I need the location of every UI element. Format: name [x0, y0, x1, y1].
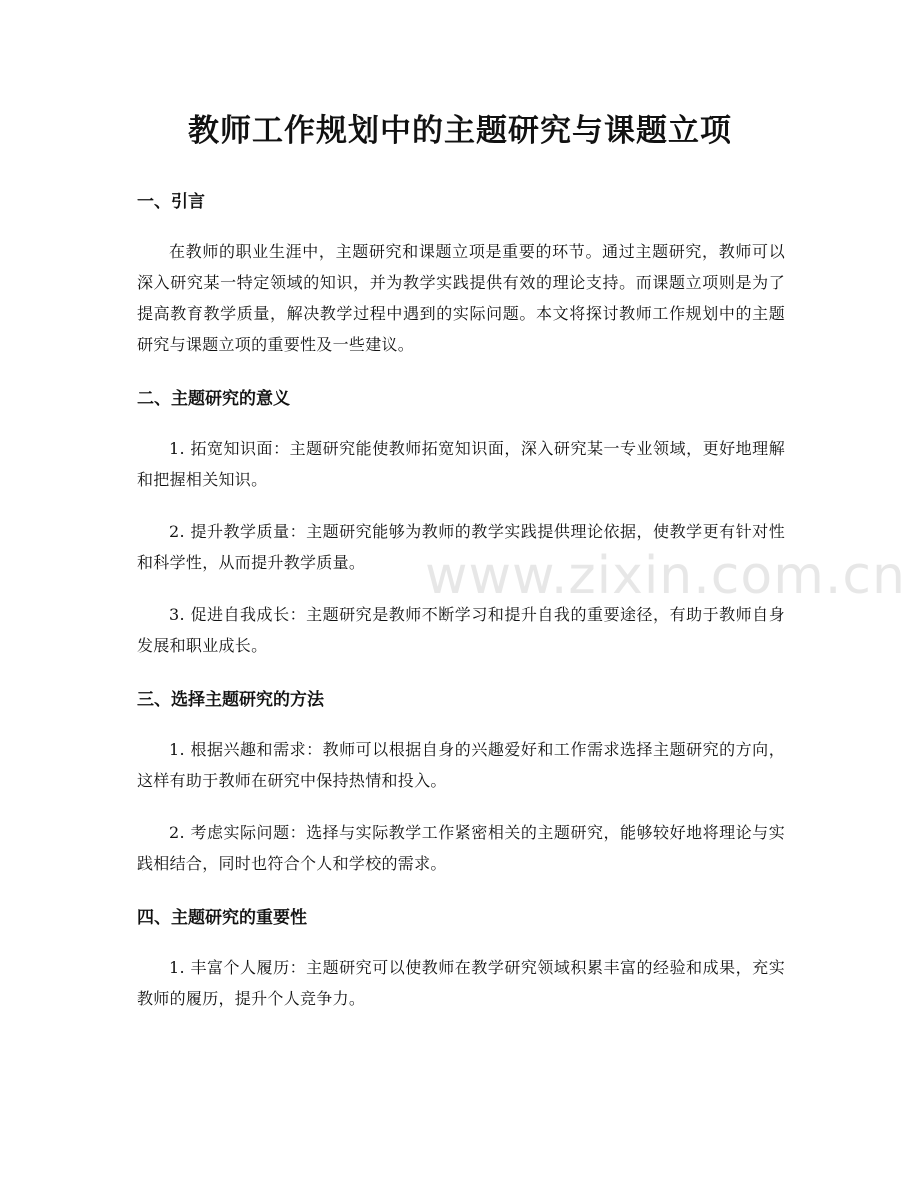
section-heading: 一、引言 [137, 192, 205, 212]
document-title: 教师工作规划中的主题研究与课题立项 [188, 113, 732, 149]
paragraph: 在教师的职业生涯中，主题研究和课题立项是重要的环节。通过主题研究，教师可以深入研究某一特定领域的知识，并为教学实践提供有效的理论支持。而课题立项则是为了提高教育教学质量，解决教学过程中遇到的实际问题。本文将探讨教师工作规划中的主题研究与课题立项的重要性及一些建议。 [137, 242, 785, 354]
list-item: 2. 考虑实际问题：选择与实际教学工作紧密相关的主题研究，能够较好地将理论与实践相结合，同时也符合个人和学校的需求。 [137, 823, 785, 873]
section-importance [137, 900, 785, 1014]
list-item: 1. 拓宽知识面：主题研究能使教师拓宽知识面，深入研究某一专业领域，更好地理解和把握相关知识。 [137, 439, 785, 489]
section-heading: 四、主题研究的重要性 [137, 908, 307, 928]
list-item: 2. 提升教学质量：主题研究能够为教师的教学实践提供理论依据，使教学更有针对性和科学性，从而提升教学质量。 [137, 522, 785, 572]
watermark: www.zixin.com.cn [425, 546, 906, 606]
section-heading: 三、选择主题研究的方法 [137, 690, 324, 710]
list-item: 3. 促进自我成长：主题研究是教师不断学习和提升自我的重要途径，有助于教师自身发展和职业成长。 [137, 605, 785, 655]
section-methods [137, 682, 785, 879]
section-introduction [137, 184, 785, 360]
section-significance [137, 381, 785, 661]
document-body [137, 184, 785, 1035]
list-item: 1. 根据兴趣和需求：教师可以根据自身的兴趣爱好和工作需求选择主题研究的方向，这样有助于教师在研究中保持热情和投入。 [137, 740, 785, 790]
section-heading: 二、主题研究的意义 [137, 389, 290, 409]
list-item: 1. 丰富个人履历：主题研究可以使教师在教学研究领域积累丰富的经验和成果，充实教师的履历，提升个人竞争力。 [137, 958, 785, 1008]
